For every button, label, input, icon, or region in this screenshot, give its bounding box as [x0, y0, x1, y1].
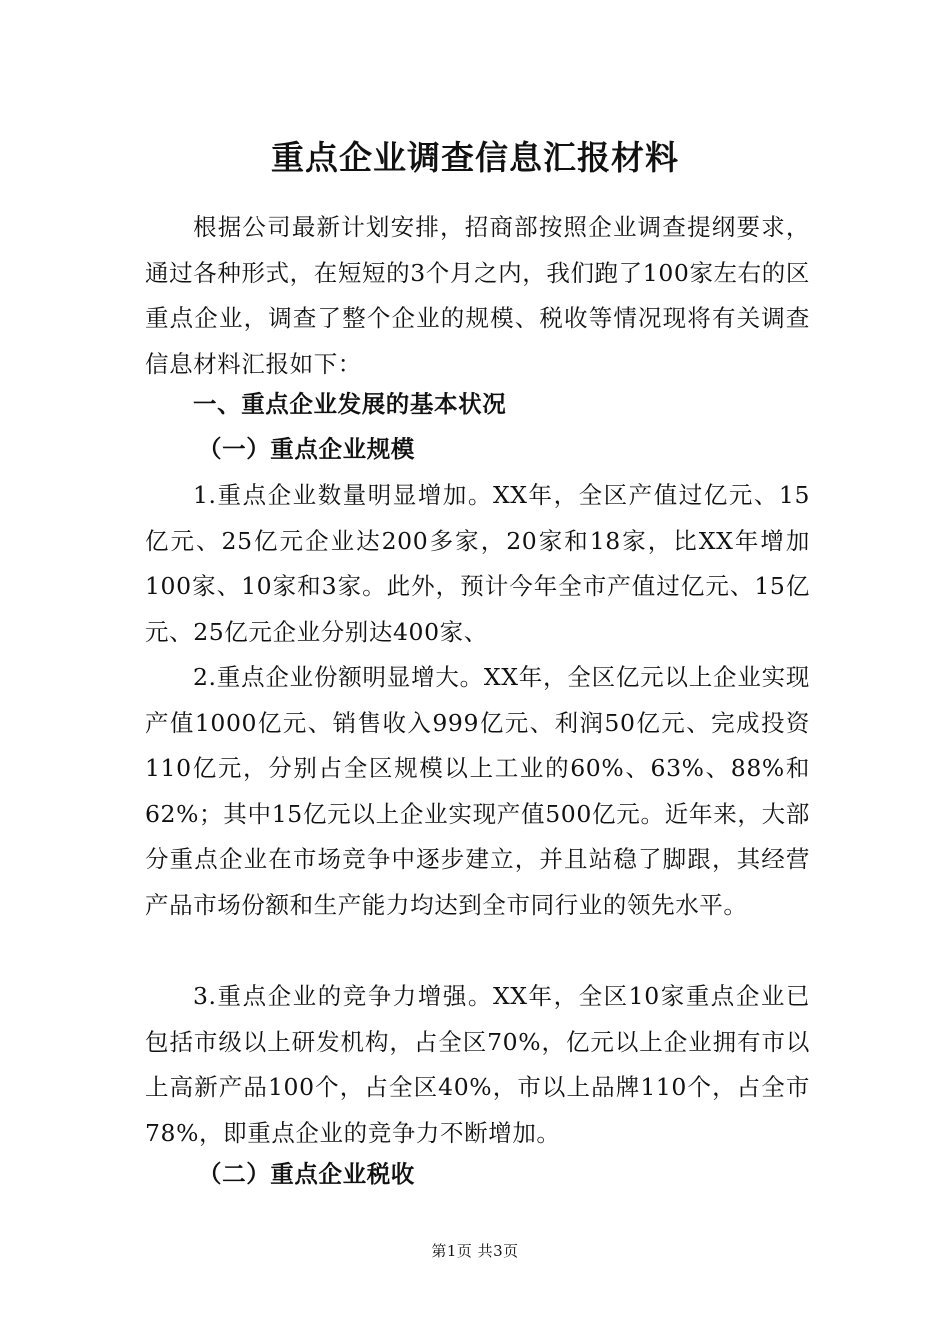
page-footer: 第1页 共3页 [431, 1242, 519, 1260]
subsection-heading-1: （一）重点企业规模 [198, 435, 415, 463]
paragraph-2: 2.重点企业份额明显增大。XX年，全区亿元以上企业实现产值1000亿元、销售收入999亿元、利润50亿元、完成投资110亿元，分别占全区规模以上工业的60%、63%、88%和62%；其中15亿元以上企业实现产值500亿元。近年来，大部分重点企业在市场竞争中逐步建立，并且站稳了脚跟，其经营产品市场份额和生产能力均达到全市同行业的领先水平。 [145, 663, 810, 919]
document-title: 重点企业调查信息汇报材料 [271, 138, 679, 177]
section-heading-1: 一、重点企业发展的基本状况 [193, 390, 507, 418]
subsection-heading-2: （二）重点企业税收 [198, 1160, 415, 1188]
paragraph-3: 3.重点企业的竞争力增强。XX年，全区10家重点企业已包括市级以上研发机构，占全区70%，亿元以上企业拥有市以上高新产品100个，占全区40%，市以上品牌110个，占全市78%，即重点企业的竞争力不断增加。 [145, 982, 810, 1147]
paragraph-1: 1.重点企业数量明显增加。XX年，全区产值过亿元、15亿元、25亿元企业达200多家，20家和18家，比XX年增加100家、10家和3家。此外，预计今年全市产值过亿元、15亿元、25亿元企业分别达400家、 [145, 481, 810, 646]
intro-paragraph: 根据公司最新计划安排，招商部按照企业调查提纲要求，通过各种形式，在短短的3个月之内，我们跑了100家左右的区重点企业，调查了整个企业的规模、税收等情况现将有关调查信息材料汇报如下： [145, 213, 810, 378]
